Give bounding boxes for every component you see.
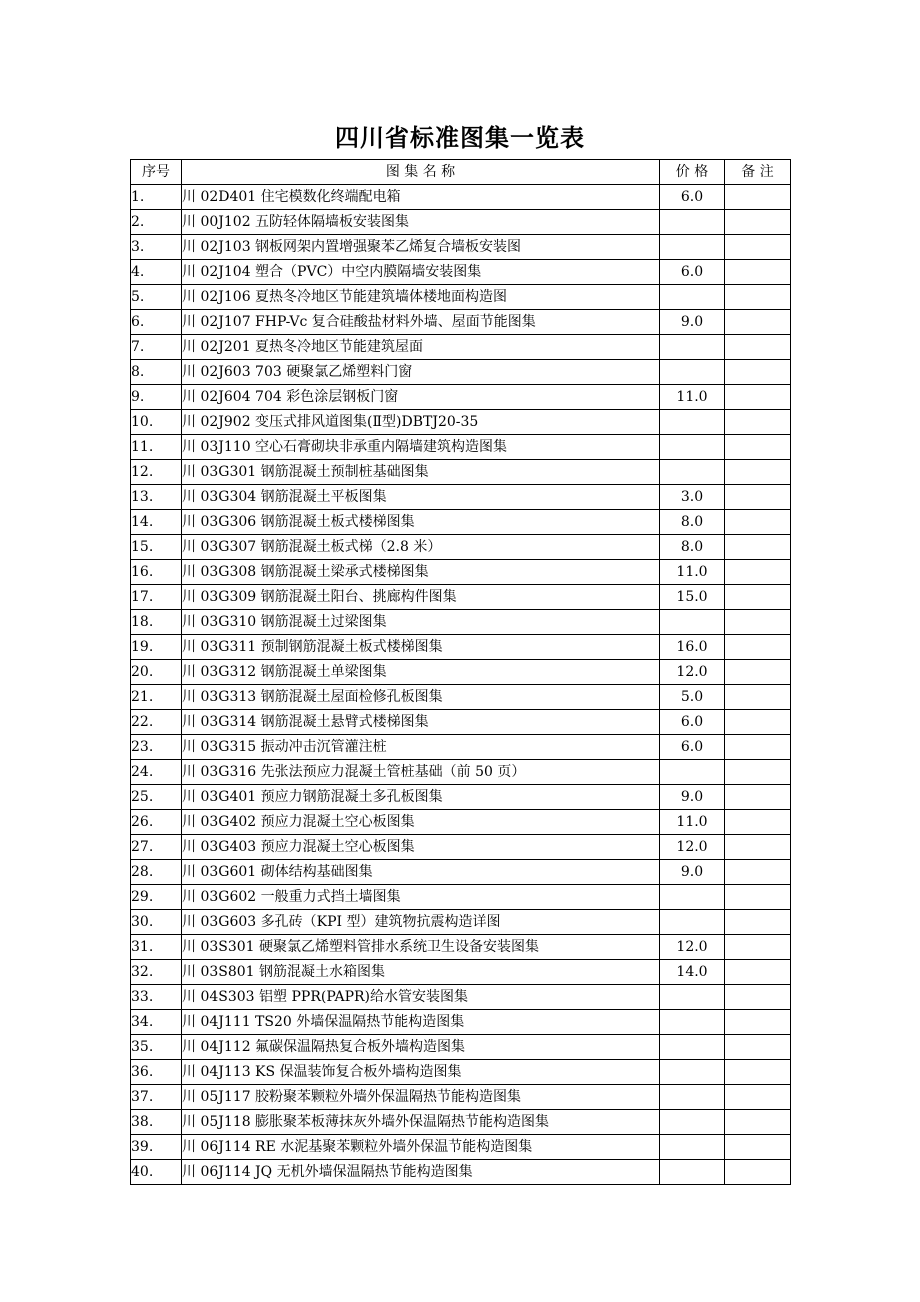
table-row bbox=[131, 535, 791, 560]
table-row bbox=[131, 460, 791, 485]
table-row bbox=[131, 1160, 791, 1185]
cell-remark bbox=[725, 610, 791, 635]
cell-name: 川 02J201 夏热冬冷地区节能建筑屋面 bbox=[182, 335, 660, 360]
cell-remark bbox=[725, 860, 791, 885]
table-row bbox=[131, 860, 791, 885]
cell-no: 40. bbox=[131, 1160, 182, 1185]
cell-remark bbox=[725, 785, 791, 810]
cell-price bbox=[660, 610, 725, 635]
table-row bbox=[131, 335, 791, 360]
catalog-table bbox=[130, 159, 791, 1185]
cell-remark bbox=[725, 1135, 791, 1160]
cell-price bbox=[660, 1110, 725, 1135]
cell-name: 川 03G310 钢筋混凝土过梁图集 bbox=[182, 610, 660, 635]
table-row bbox=[131, 685, 791, 710]
cell-name: 川 03G301 钢筋混凝土预制桩基础图集 bbox=[182, 460, 660, 485]
cell-no: 37. bbox=[131, 1085, 182, 1110]
table-row bbox=[131, 735, 791, 760]
cell-name: 川 03G307 钢筋混凝土板式梯（2.8 米） bbox=[182, 535, 660, 560]
cell-price: 9.0 bbox=[660, 310, 725, 335]
cell-remark bbox=[725, 435, 791, 460]
table-row bbox=[131, 1085, 791, 1110]
cell-remark bbox=[725, 585, 791, 610]
table-row bbox=[131, 885, 791, 910]
cell-name: 川 03G401 预应力钢筋混凝土多孔板图集 bbox=[182, 785, 660, 810]
cell-name: 川 03G403 预应力混凝土空心板图集 bbox=[182, 835, 660, 860]
cell-name: 川 06J114 RE 水泥基聚苯颗粒外墙外保温节能构造图集 bbox=[182, 1135, 660, 1160]
table-row bbox=[131, 935, 791, 960]
cell-remark bbox=[725, 685, 791, 710]
cell-name: 川 03S801 钢筋混凝土水箱图集 bbox=[182, 960, 660, 985]
cell-no: 20. bbox=[131, 660, 182, 685]
cell-no: 33. bbox=[131, 985, 182, 1010]
cell-name: 川 06J114 JQ 无机外墙保温隔热节能构造图集 bbox=[182, 1160, 660, 1185]
cell-no: 3. bbox=[131, 235, 182, 260]
cell-no: 9. bbox=[131, 385, 182, 410]
cell-remark bbox=[725, 660, 791, 685]
cell-name: 川 03J110 空心石膏砌块非承重内隔墙建筑构造图集 bbox=[182, 435, 660, 460]
cell-name: 川 02J604 704 彩色涂层钢板门窗 bbox=[182, 385, 660, 410]
cell-remark bbox=[725, 1160, 791, 1185]
cell-no: 30. bbox=[131, 910, 182, 935]
cell-remark bbox=[725, 485, 791, 510]
cell-no: 28. bbox=[131, 860, 182, 885]
cell-no: 10. bbox=[131, 410, 182, 435]
table-row bbox=[131, 485, 791, 510]
cell-price bbox=[660, 885, 725, 910]
cell-price bbox=[660, 1060, 725, 1085]
cell-name: 川 03G316 先张法预应力混凝土管桩基础（前 50 页） bbox=[182, 760, 660, 785]
cell-name: 川 03G308 钢筋混凝土梁承式楼梯图集 bbox=[182, 560, 660, 585]
cell-price bbox=[660, 1160, 725, 1185]
cell-no: 5. bbox=[131, 285, 182, 310]
cell-price bbox=[660, 360, 725, 385]
cell-name: 川 03G602 一般重力式挡土墙图集 bbox=[182, 885, 660, 910]
cell-price: 14.0 bbox=[660, 960, 725, 985]
cell-no: 12. bbox=[131, 460, 182, 485]
cell-remark bbox=[725, 460, 791, 485]
table-row bbox=[131, 710, 791, 735]
cell-price: 9.0 bbox=[660, 785, 725, 810]
cell-name: 川 03G313 钢筋混凝土屋面检修孔板图集 bbox=[182, 685, 660, 710]
table-row bbox=[131, 510, 791, 535]
cell-no: 15. bbox=[131, 535, 182, 560]
cell-remark bbox=[725, 260, 791, 285]
table-row bbox=[131, 310, 791, 335]
cell-name: 川 02J902 变压式排风道图集(Ⅱ型)DBTJ20-35 bbox=[182, 410, 660, 435]
cell-name: 川 05J117 胶粉聚苯颗粒外墙外保温隔热节能构造图集 bbox=[182, 1085, 660, 1110]
cell-remark bbox=[725, 960, 791, 985]
cell-price bbox=[660, 285, 725, 310]
table-row bbox=[131, 910, 791, 935]
cell-remark bbox=[725, 210, 791, 235]
table-row bbox=[131, 235, 791, 260]
cell-price: 8.0 bbox=[660, 510, 725, 535]
cell-no: 32. bbox=[131, 960, 182, 985]
cell-remark bbox=[725, 185, 791, 210]
cell-price bbox=[660, 460, 725, 485]
cell-no: 27. bbox=[131, 835, 182, 860]
cell-name: 川 02J603 703 硬聚氯乙烯塑料门窗 bbox=[182, 360, 660, 385]
cell-no: 34. bbox=[131, 1010, 182, 1035]
cell-no: 1. bbox=[131, 185, 182, 210]
cell-remark bbox=[725, 835, 791, 860]
cell-no: 16. bbox=[131, 560, 182, 585]
cell-remark bbox=[725, 810, 791, 835]
cell-price bbox=[660, 335, 725, 360]
cell-name: 川 04J112 氟碳保温隔热复合板外墙构造图集 bbox=[182, 1035, 660, 1060]
cell-remark bbox=[725, 1110, 791, 1135]
page-title: 四川省标准图集一览表 bbox=[335, 124, 585, 152]
table-row bbox=[131, 285, 791, 310]
cell-price bbox=[660, 235, 725, 260]
cell-remark bbox=[725, 560, 791, 585]
cell-remark bbox=[725, 910, 791, 935]
cell-name: 川 03G601 砌体结构基础图集 bbox=[182, 860, 660, 885]
cell-name: 川 03G306 钢筋混凝土板式楼梯图集 bbox=[182, 510, 660, 535]
cell-price bbox=[660, 1035, 725, 1060]
cell-no: 7. bbox=[131, 335, 182, 360]
cell-remark bbox=[725, 335, 791, 360]
table-row bbox=[131, 560, 791, 585]
cell-price: 6.0 bbox=[660, 710, 725, 735]
cell-name: 川 02J103 钢板网架内置增强聚苯乙烯复合墙板安装图 bbox=[182, 235, 660, 260]
cell-name: 川 03G315 振动冲击沉管灌注桩 bbox=[182, 735, 660, 760]
cell-name: 川 03G314 钢筋混凝土悬臂式楼梯图集 bbox=[182, 710, 660, 735]
cell-name: 川 02J106 夏热冬冷地区节能建筑墙体楼地面构造图 bbox=[182, 285, 660, 310]
cell-name: 川 04J111 TS20 外墙保温隔热节能构造图集 bbox=[182, 1010, 660, 1035]
cell-remark bbox=[725, 1035, 791, 1060]
table-row bbox=[131, 385, 791, 410]
cell-price bbox=[660, 1085, 725, 1110]
cell-price: 6.0 bbox=[660, 260, 725, 285]
table-row bbox=[131, 1110, 791, 1135]
cell-price: 11.0 bbox=[660, 385, 725, 410]
cell-no: 39. bbox=[131, 1135, 182, 1160]
cell-price bbox=[660, 1010, 725, 1035]
cell-price bbox=[660, 210, 725, 235]
table-row bbox=[131, 185, 791, 210]
cell-price bbox=[660, 410, 725, 435]
cell-remark bbox=[725, 385, 791, 410]
cell-no: 22. bbox=[131, 710, 182, 735]
cell-price bbox=[660, 910, 725, 935]
cell-price bbox=[660, 985, 725, 1010]
header-price: 价 格 bbox=[660, 160, 725, 185]
cell-remark bbox=[725, 235, 791, 260]
table-row bbox=[131, 210, 791, 235]
cell-price: 6.0 bbox=[660, 185, 725, 210]
cell-name: 川 05J118 膨胀聚苯板薄抹灰外墙外保温隔热节能构造图集 bbox=[182, 1110, 660, 1135]
cell-price bbox=[660, 1135, 725, 1160]
header-name: 图 集 名 称 bbox=[182, 160, 660, 185]
header-remark: 备 注 bbox=[725, 160, 791, 185]
cell-no: 26. bbox=[131, 810, 182, 835]
cell-no: 25. bbox=[131, 785, 182, 810]
cell-remark bbox=[725, 285, 791, 310]
header-row bbox=[131, 160, 791, 185]
cell-price bbox=[660, 760, 725, 785]
cell-no: 2. bbox=[131, 210, 182, 235]
cell-no: 36. bbox=[131, 1060, 182, 1085]
cell-name: 川 03S301 硬聚氯乙烯塑料管排水系统卫生设备安装图集 bbox=[182, 935, 660, 960]
cell-no: 14. bbox=[131, 510, 182, 535]
cell-price: 3.0 bbox=[660, 485, 725, 510]
cell-price: 6.0 bbox=[660, 735, 725, 760]
cell-price: 11.0 bbox=[660, 560, 725, 585]
cell-remark bbox=[725, 710, 791, 735]
cell-no: 6. bbox=[131, 310, 182, 335]
cell-price bbox=[660, 435, 725, 460]
cell-remark bbox=[725, 935, 791, 960]
table-row bbox=[131, 810, 791, 835]
table-row bbox=[131, 635, 791, 660]
cell-no: 11. bbox=[131, 435, 182, 460]
cell-remark bbox=[725, 410, 791, 435]
table-body bbox=[131, 185, 791, 1185]
cell-name: 川 03G304 钢筋混凝土平板图集 bbox=[182, 485, 660, 510]
cell-no: 29. bbox=[131, 885, 182, 910]
cell-name: 川 02J104 塑合（PVC）中空内膜隔墙安装图集 bbox=[182, 260, 660, 285]
header-no: 序号 bbox=[131, 160, 182, 185]
cell-remark bbox=[725, 510, 791, 535]
cell-remark bbox=[725, 760, 791, 785]
cell-no: 19. bbox=[131, 635, 182, 660]
cell-no: 21. bbox=[131, 685, 182, 710]
table-row bbox=[131, 410, 791, 435]
cell-name: 川 03G311 预制钢筋混凝土板式楼梯图集 bbox=[182, 635, 660, 660]
cell-no: 4. bbox=[131, 260, 182, 285]
cell-remark bbox=[725, 985, 791, 1010]
table-row bbox=[131, 1010, 791, 1035]
cell-no: 24. bbox=[131, 760, 182, 785]
cell-no: 23. bbox=[131, 735, 182, 760]
cell-price: 9.0 bbox=[660, 860, 725, 885]
table-row bbox=[131, 760, 791, 785]
cell-no: 38. bbox=[131, 1110, 182, 1135]
cell-price: 8.0 bbox=[660, 535, 725, 560]
cell-price: 15.0 bbox=[660, 585, 725, 610]
table-row bbox=[131, 260, 791, 285]
cell-name: 川 02D401 住宅模数化终端配电箱 bbox=[182, 185, 660, 210]
cell-price: 5.0 bbox=[660, 685, 725, 710]
table-row bbox=[131, 835, 791, 860]
table-row bbox=[131, 360, 791, 385]
cell-remark bbox=[725, 360, 791, 385]
table-row bbox=[131, 660, 791, 685]
cell-remark bbox=[725, 535, 791, 560]
cell-no: 31. bbox=[131, 935, 182, 960]
cell-name: 川 00J102 五防轻体隔墙板安装图集 bbox=[182, 210, 660, 235]
table-row bbox=[131, 785, 791, 810]
cell-name: 川 03G312 钢筋混凝土单梁图集 bbox=[182, 660, 660, 685]
cell-remark bbox=[725, 735, 791, 760]
cell-no: 17. bbox=[131, 585, 182, 610]
table-row bbox=[131, 610, 791, 635]
cell-name: 川 03G402 预应力混凝土空心板图集 bbox=[182, 810, 660, 835]
table-row bbox=[131, 1135, 791, 1160]
table-row bbox=[131, 585, 791, 610]
table-row bbox=[131, 985, 791, 1010]
cell-price: 11.0 bbox=[660, 810, 725, 835]
cell-remark bbox=[725, 310, 791, 335]
cell-name: 川 04J113 KS 保温装饰复合板外墙构造图集 bbox=[182, 1060, 660, 1085]
cell-remark bbox=[725, 635, 791, 660]
cell-name: 川 04S303 铝塑 PPR(PAPR)给水管安装图集 bbox=[182, 985, 660, 1010]
cell-price: 12.0 bbox=[660, 935, 725, 960]
cell-no: 8. bbox=[131, 360, 182, 385]
cell-remark bbox=[725, 885, 791, 910]
cell-name: 川 02J107 FHP-Vc 复合硅酸盐材料外墙、屋面节能图集 bbox=[182, 310, 660, 335]
cell-remark bbox=[725, 1010, 791, 1035]
cell-name: 川 03G309 钢筋混凝土阳台、挑廊构件图集 bbox=[182, 585, 660, 610]
table-row bbox=[131, 1060, 791, 1085]
table-row bbox=[131, 1035, 791, 1060]
cell-remark bbox=[725, 1060, 791, 1085]
cell-no: 18. bbox=[131, 610, 182, 635]
cell-price: 12.0 bbox=[660, 835, 725, 860]
cell-name: 川 03G603 多孔砖（KPI 型）建筑物抗震构造详图 bbox=[182, 910, 660, 935]
table-row bbox=[131, 435, 791, 460]
cell-price: 16.0 bbox=[660, 635, 725, 660]
cell-remark bbox=[725, 1085, 791, 1110]
cell-no: 13. bbox=[131, 485, 182, 510]
cell-price: 12.0 bbox=[660, 660, 725, 685]
cell-no: 35. bbox=[131, 1035, 182, 1060]
table-row bbox=[131, 960, 791, 985]
